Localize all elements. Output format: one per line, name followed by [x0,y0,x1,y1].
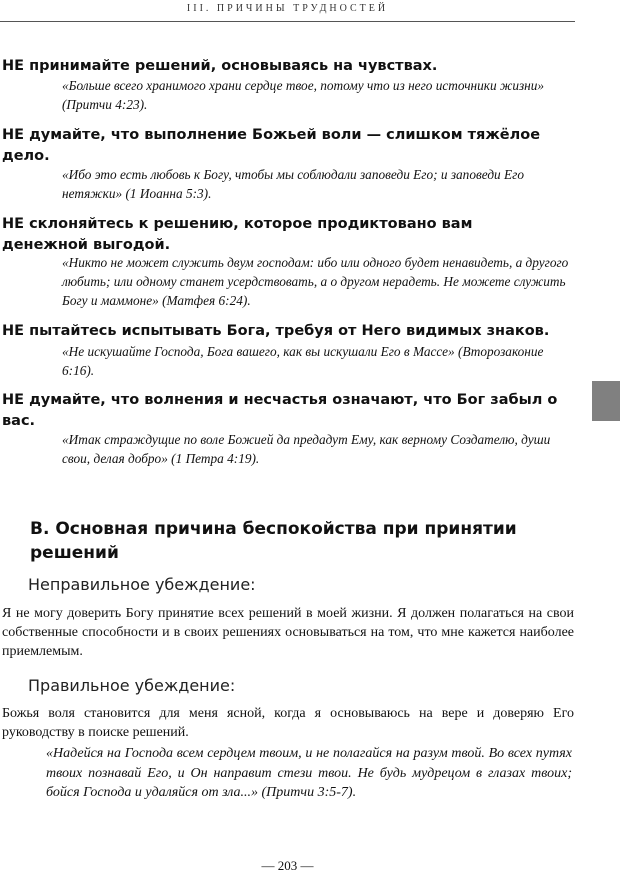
running-head: III. ПРИЧИНЫ ТРУДНОСТЕЙ [186,3,389,14]
page-number: — 203 — [261,858,314,873]
scripture-quote: «Надейся на Господа всем сердцем твоим, и не полагайся на разум твой. Во всех путях твоих познавай Его, и Он направит стези твои. Не будь мудрецом в глазах твоих; бойся Господа и удаляйся от зла...» (Притчи 3:5-7). [46,746,572,800]
rule-heading-2: НЕ думайте, что выполнение Божьей воли — слишком тяжёлое дело. [2,127,541,164]
right-belief-heading: Правильное убеждение: [28,676,236,695]
rule-quote-2: «Ибо это есть любовь к Богу, чтобы мы соблюдали заповеди Его; и заповеди Его нетяжки» (1 Иоанна 5:3). [62,167,524,201]
rule-quote-1: «Больше всего хранимого храни сердце твое, потому что из него источники жизни» (Притчи 4:23). [62,78,545,112]
rule-quote-5: «Итак страждущие по воле Божией да предадут Ему, как верному Создателю, души свои, делая добро» (1 Петра 4:19). [62,432,551,466]
right-belief-text: Божья воля становится для меня ясной, когда я основываюсь на вере и доверяю Его руководству в поиске решений. [2,706,574,740]
section-title: B. Основная причина беспокойства при принятии решений [30,519,517,563]
rule-heading-3: НЕ склоняйтесь к решению, которое продиктовано вам денежной выгодой. [2,216,473,253]
rule-quote-3: «Никто не может служить двум господам: ибо или одного будет ненавидеть, а другого любить; или одному станет усердствовать, а о другом нерадеть. Не можете служить Богу и маммоне» (Матфея 6:24). [62,255,569,308]
chapter-tab-marker [592,381,620,421]
wrong-belief-text: Я не могу доверить Богу принятие всех решений в моей жизни. Я должен полагаться на свои собственные способности и в своих решениях основываться на том, что мне кажется наиболее приемлемым. [2,606,574,659]
rule-heading-5: НЕ думайте, что волнения и несчастья означают, что Бог забыл о вас. [2,392,558,429]
header-divider [0,21,575,22]
rule-heading-1: НЕ принимайте решений, основываясь на чувствах. [2,58,438,74]
rule-quote-4: «Не искушайте Господа, Бога вашего, как вы искушали Его в Массе» (Второзаконие 6:16). [62,344,544,378]
wrong-belief-heading: Неправильное убеждение: [28,575,256,594]
rule-heading-4: НЕ пытайтесь испытывать Бога, требуя от Него видимых знаков. [2,323,550,339]
